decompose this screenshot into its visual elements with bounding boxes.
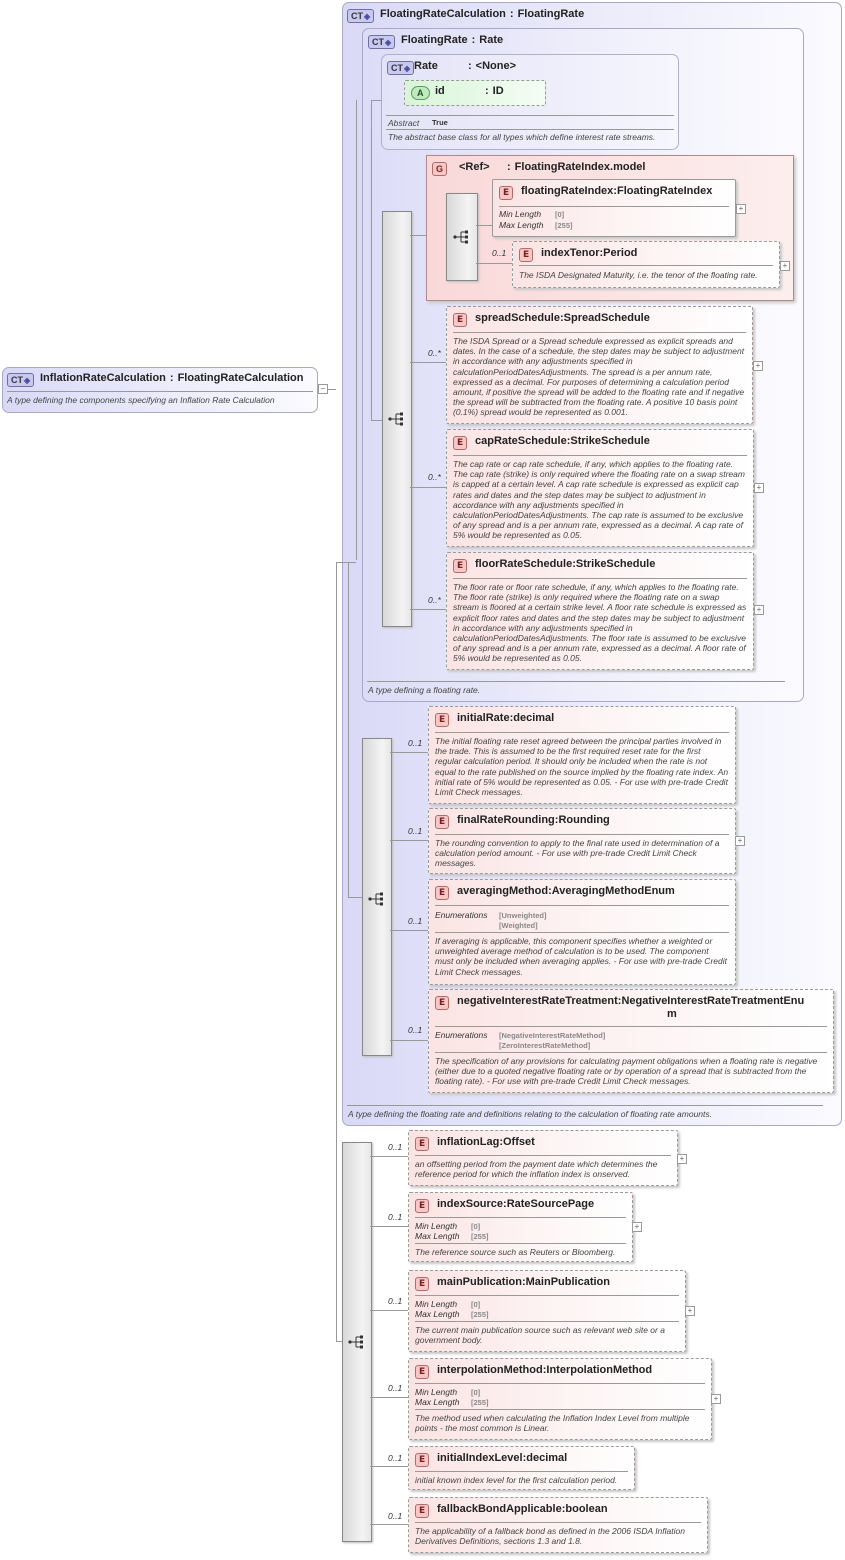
group-badge: G (432, 162, 447, 176)
element-badge: E (435, 815, 449, 829)
root-type-base: FloatingRateCalculation (177, 372, 304, 384)
divider (7, 391, 313, 392)
cardinality: 0..1 (408, 916, 423, 926)
expand-button[interactable]: + (685, 1306, 695, 1316)
enumerations-label: Enumerations (435, 1030, 488, 1040)
sequence-icon (368, 892, 386, 906)
element-description: The ISDA Spread or a Spread schedule expressed as explicit spreads and dates. In the case of a schedule, the step dates may be subject to adjustment in accordance with any adjustments specified in calculationPeriodDatesAdjustments. The spread is a per annum rate, expressed as a decimal. For purposes of determining a calculation period amount, if positive the spread will be added to the floating rate and if negative the spread will be subtracted from the floating rate. A positive 10 basis point (0.1%) spread would be represented as 0.001. (453, 336, 745, 418)
element-badge: E (499, 186, 513, 200)
connector (370, 1466, 408, 1467)
cardinality: 0..1 (388, 1212, 403, 1222)
divider (453, 455, 747, 456)
connector (371, 100, 372, 420)
root-type-title (40, 372, 303, 384)
connector (390, 1040, 428, 1041)
attribute-type: ID (492, 85, 504, 97)
min-length-value: [0] (471, 1300, 481, 1309)
type-separator: : (509, 712, 514, 724)
max-length-label: Max Length (415, 1231, 460, 1241)
type-separator: : (521, 1276, 526, 1288)
element-badge: E (415, 1453, 429, 1467)
element-type: decimal (526, 1452, 568, 1464)
element-type: decimal (513, 712, 555, 724)
element-type: Offset (503, 1136, 535, 1148)
element-name: indexSource (437, 1198, 504, 1210)
type-separator: : (542, 1364, 547, 1376)
expand-button[interactable]: + (780, 261, 790, 271)
rate-base: <None> (475, 60, 517, 72)
element-description: The ISDA Designated Maturity, i.e. the tenor of the floating rate. (519, 270, 758, 280)
element-badge: E (415, 1137, 429, 1151)
element-type: Period (603, 247, 638, 259)
divider (435, 732, 729, 733)
divider (415, 1295, 679, 1296)
rate-title (414, 60, 516, 72)
element-title (457, 814, 610, 826)
element-title (457, 885, 675, 897)
type-separator: : (471, 34, 476, 46)
expand-button[interactable]: + (736, 204, 746, 214)
root-type-description: A type defining the components specifying an Inflation Rate Calculation (7, 395, 275, 405)
type-separator: : (617, 995, 622, 1007)
cardinality: 0..1 (388, 1142, 403, 1152)
element-badge: E (415, 1365, 429, 1379)
element-capRateSchedule[interactable] (446, 429, 754, 547)
fr-name: FloatingRate (401, 34, 468, 46)
type-separator: : (522, 1452, 527, 1464)
element-name: averagingMethod (457, 885, 549, 897)
expand-button[interactable]: + (735, 836, 745, 846)
element-name: inflationLag (437, 1136, 500, 1148)
cardinality: 0..1 (388, 1296, 403, 1306)
element-name: mainPublication (437, 1276, 522, 1288)
element-type: MainPublication (525, 1276, 610, 1288)
element-badge: E (435, 886, 449, 900)
divider (435, 834, 729, 835)
element-title (541, 247, 637, 259)
cardinality: 0..* (428, 595, 441, 605)
element-negativeInterestRateTreatment[interactable] (428, 989, 834, 1093)
element-name: indexTenor (541, 247, 600, 259)
rate-name: Rate (414, 60, 438, 72)
connector (370, 1310, 408, 1311)
max-length-value: [255] (555, 221, 573, 230)
element-name: negativeInterestRateTreatment (457, 995, 618, 1007)
type-separator: : (572, 558, 576, 570)
element-title (437, 1503, 608, 1515)
element-badge: E (519, 248, 533, 262)
type-separator: : (554, 814, 559, 826)
connector (370, 1226, 408, 1227)
collapse-button[interactable]: − (318, 384, 328, 394)
element-description: The applicability of a fallback bond as defined in the 2006 ISDA Inflation Derivatives Definitions, sections 1.3 and 1.8. (415, 1526, 685, 1547)
element-floorRateSchedule[interactable] (446, 552, 754, 670)
element-initialRate[interactable] (428, 706, 736, 804)
min-length-value: [0] (471, 1388, 481, 1397)
divider (435, 932, 729, 933)
element-title (437, 1198, 594, 1210)
min-length-label: Min Length (499, 209, 542, 219)
min-length-label: Min Length (415, 1299, 458, 1309)
id-attribute-box (404, 80, 546, 106)
expand-button[interactable]: + (677, 1154, 687, 1164)
cardinality: 0..1 (492, 248, 507, 258)
frc-title (380, 8, 584, 20)
connector (370, 1156, 408, 1157)
divider (415, 1155, 671, 1156)
element-name: floatingRateIndex (521, 185, 614, 197)
expand-button[interactable]: + (711, 1394, 721, 1404)
type-separator: : (559, 312, 564, 324)
connector (342, 562, 356, 563)
enumeration-value: [ZeroInterestRateMethod] (499, 1041, 591, 1050)
element-title (437, 1452, 567, 1464)
element-title (475, 312, 650, 324)
cardinality: 0..1 (388, 1511, 403, 1521)
type-separator: : (561, 1503, 566, 1515)
abstract-label: Abstract (388, 118, 420, 128)
element-mainPublication[interactable] (408, 1270, 686, 1352)
element-indexTenor[interactable] (512, 241, 780, 288)
type-separator: : (507, 161, 511, 173)
cardinality: 0..1 (388, 1383, 403, 1393)
max-length-label: Max Length (415, 1397, 460, 1407)
divider (415, 1243, 626, 1244)
cardinality: 0..* (428, 348, 441, 358)
connector (371, 420, 382, 421)
element-description: The current main publication source such as relevant web site or a government body. (415, 1325, 665, 1346)
enumerations-label: Enumerations (435, 910, 488, 920)
divider (453, 578, 747, 579)
cardinality: 0..1 (408, 1025, 423, 1035)
divider (347, 1105, 823, 1106)
attribute-badge: A (411, 86, 430, 100)
enumeration-value: [Unweighted] (499, 911, 547, 920)
element-name: floorRateSchedule (475, 558, 573, 570)
expand-button[interactable]: + (754, 483, 764, 493)
fr-title (401, 34, 503, 46)
sequence-compositor[interactable] (362, 738, 392, 1056)
root-type-box (2, 367, 318, 413)
divider (386, 129, 674, 130)
divider (386, 115, 674, 116)
element-title (521, 185, 712, 197)
max-length-value: [255] (471, 1232, 489, 1241)
divider (453, 332, 746, 333)
element-initialIndexLevel[interactable] (408, 1446, 635, 1490)
connector (390, 752, 428, 753)
cardinality: 0..1 (388, 1453, 403, 1463)
divider (435, 1052, 827, 1053)
group-title (459, 161, 645, 173)
id-attribute-title (435, 85, 504, 97)
element-type: StrikeSchedule (575, 558, 656, 570)
element-badge: E (453, 559, 467, 573)
element-description: The cap rate or cap rate schedule, if any, which applies to the floating rate. The cap rate (strike) is only required where the floating rate on a swap stream is capped at a certain level. A cap rate schedule is expressed as explicit cap rates and dates and the step dates may be subject to adjustment in accordance with any adjustments specified in calculationPeriodDatesAdjustments. The cap rate is assumed to be exclusive of any spread and is a per annum rate, expressed as a decimal. A cap rate of 5% would be represented as 0.05. (453, 459, 745, 541)
divider (415, 1321, 679, 1322)
expand-button[interactable]: + (754, 605, 764, 615)
connector (348, 897, 362, 898)
element-title (457, 712, 554, 724)
element-type: InterpolationMethod (546, 1364, 653, 1376)
element-badge: E (415, 1277, 429, 1291)
element-name: finalRateRounding (457, 814, 555, 826)
divider (415, 1522, 701, 1523)
element-spreadSchedule[interactable] (446, 306, 753, 424)
type-separator: : (485, 85, 489, 97)
connector (476, 263, 512, 264)
element-interpolationMethod[interactable] (408, 1358, 712, 1440)
element-type: RateSourcePage (506, 1198, 595, 1210)
divider (499, 206, 729, 207)
max-length-label: Max Length (499, 220, 544, 230)
element-badge: E (415, 1504, 429, 1518)
sequence-compositor[interactable] (446, 193, 478, 281)
type-separator: : (599, 247, 604, 259)
element-name: initialRate (457, 712, 510, 724)
complex-type-badge: CT ◈ (347, 9, 374, 23)
enumeration-value: [NegativeInterestRateMethod] (499, 1031, 606, 1040)
element-name: interpolationMethod (437, 1364, 543, 1376)
element-type: boolean (565, 1503, 608, 1515)
complex-type-badge: CT ◈ (368, 35, 395, 49)
connector (410, 362, 446, 363)
element-description: The method used when calculating the Inflation Index Level from multiple points - the most common is Linear. (415, 1413, 690, 1434)
element-inflationLag[interactable] (408, 1130, 678, 1186)
connector (476, 225, 492, 226)
element-title (437, 1364, 652, 1376)
expand-button[interactable]: + (753, 361, 763, 371)
type-separator: : (499, 1136, 503, 1148)
max-length-value: [255] (471, 1310, 489, 1319)
fr-description: A type defining a floating rate. (368, 685, 481, 695)
element-badge: E (453, 313, 467, 327)
type-separator: : (548, 885, 552, 897)
complex-type-badge: CT ◈ (387, 61, 414, 75)
element-type: FloatingRateIndex (616, 185, 713, 197)
element-name: initialIndexLevel (437, 1452, 523, 1464)
element-description: initial known index level for the first calculation period. (415, 1475, 618, 1485)
expand-button[interactable]: + (632, 1222, 642, 1232)
divider (415, 1409, 705, 1410)
frc-base: FloatingRate (517, 8, 585, 20)
sequence-icon (453, 230, 471, 244)
fr-base: Rate (479, 34, 504, 46)
connector (356, 100, 357, 560)
enumeration-value: [Weighted] (499, 921, 538, 930)
cardinality: 0..1 (408, 826, 423, 836)
element-title (437, 1276, 610, 1288)
connector (328, 389, 336, 390)
divider (415, 1383, 705, 1384)
element-title (457, 995, 804, 1007)
connector (336, 562, 337, 1342)
min-length-value: [0] (471, 1222, 481, 1231)
element-type-wrap: m (667, 1008, 677, 1020)
max-length-label: Max Length (415, 1309, 460, 1319)
sequence-compositor[interactable] (342, 1142, 372, 1542)
type-separator: : (503, 1198, 507, 1210)
type-separator: : (468, 60, 472, 72)
divider (415, 1471, 628, 1472)
element-floatingRateIndex[interactable] (492, 179, 736, 237)
element-description: If averaging is applicable, this component specifies whether a weighted or unweighted average method of calculation is to be used. The component must only be included when averaging applies. - For use with pre-trade Credit Limit Check messages. (435, 936, 727, 977)
rate-box (381, 54, 679, 150)
element-type: SpreadSchedule (563, 312, 650, 324)
connector (410, 609, 446, 610)
rate-description: The abstract base class for all types which define interest rate streams. (388, 132, 656, 142)
element-title (437, 1136, 535, 1148)
type-separator: : (169, 372, 174, 384)
divider (435, 905, 729, 906)
element-name: spreadSchedule (475, 312, 560, 324)
element-description: an offsetting period from the payment date which determines the reference period for which the inflation index is onserved. (415, 1159, 658, 1180)
element-type: Rounding (558, 814, 610, 826)
cardinality: 0..* (428, 472, 441, 482)
element-type: StrikeSchedule (570, 435, 650, 447)
element-title (475, 435, 650, 447)
element-averagingMethod[interactable] (428, 879, 736, 985)
min-length-label: Min Length (415, 1387, 458, 1397)
sequence-icon (388, 412, 406, 426)
element-name: fallbackBondApplicable (437, 1503, 562, 1515)
connector (410, 235, 426, 236)
abstract-value: True (432, 118, 448, 127)
element-badge: E (435, 713, 449, 727)
cardinality: 0..1 (408, 738, 423, 748)
min-length-value: [0] (555, 210, 565, 219)
type-separator: : (613, 185, 617, 197)
element-description: The initial floating rate reset agreed between the principal parties involved in the trade. This is assumed to be the first required reset rate for the first regular calculation period. It should only be included when the rate is not equal to the rate published on the source implied by the floating rate index. An initial rate of 5% would be represented as 0.05. - For use with pre-trade Credit Limit Check messages. (435, 736, 729, 798)
type-separator: : (566, 435, 571, 447)
element-badge: E (415, 1199, 429, 1213)
element-description: The reference source such as Reuters or Bloomberg. (415, 1247, 616, 1257)
divider (435, 1026, 827, 1027)
element-title (475, 558, 655, 570)
element-type: NegativeInterestRateTreatmentEnu (621, 995, 805, 1007)
attribute-name: id (435, 85, 445, 97)
element-description: The rounding convention to apply to the final rate used in determination of a calculation period amount. - For use with pre-trade Credit Limit Check messages. (435, 838, 720, 869)
root-type-name: InflationRateCalculation (40, 372, 166, 384)
divider (367, 681, 785, 682)
divider (519, 265, 773, 266)
min-length-label: Min Length (415, 1221, 458, 1231)
element-type: AveragingMethodEnum (551, 885, 675, 897)
connector (390, 930, 428, 931)
connector (370, 1524, 408, 1525)
group-type: FloatingRateIndex.model (514, 161, 646, 173)
element-description: The floor rate or floor rate schedule, if any, which applies to the floating rate. The floor rate (strike) is only required where the floating rate on a swap stream is floored at a certain strike level. A floor rate schedule is expressed as explicit floor rates and dates and the step dates may be subject to adjustment in accordance with any adjustments specified in calculationPeriodDatesAdjustments. The floor rate is assumed to be exclusive of any spread and is a per annum rate, expressed as a decimal. A floor rate of 5% would be represented as 0.05. (453, 582, 747, 664)
frc-description: A type defining the floating rate and definitions relating to the calculation of floating rate amounts. (348, 1109, 713, 1119)
connector (348, 562, 349, 898)
element-description: The specification of any provisions for calculating payment obligations when a floating rate is negative (either due to a quoted negative floating rate or by operation of a spread that is subtracted from the floating rate). - For use with pre-trade Credit Limit Check messages. (435, 1056, 818, 1087)
connector (370, 1397, 408, 1398)
connector (390, 840, 428, 841)
frc-name: FloatingRateCalculation (380, 8, 506, 20)
element-badge: E (435, 996, 449, 1010)
connector (410, 487, 446, 488)
element-indexSource[interactable] (408, 1192, 633, 1262)
connector (371, 100, 381, 101)
sequence-compositor[interactable] (382, 211, 412, 627)
max-length-value: [255] (471, 1398, 489, 1407)
sequence-icon (348, 1335, 366, 1349)
group-name: <Ref> (459, 161, 490, 173)
element-name: capRateSchedule (475, 435, 567, 447)
complex-type-badge: CT ◈ (7, 373, 34, 387)
element-fallbackBondApplicable[interactable] (408, 1497, 708, 1553)
type-separator: : (509, 8, 514, 20)
element-badge: E (453, 436, 467, 450)
element-finalRateRounding[interactable] (428, 808, 736, 874)
divider (415, 1217, 626, 1218)
